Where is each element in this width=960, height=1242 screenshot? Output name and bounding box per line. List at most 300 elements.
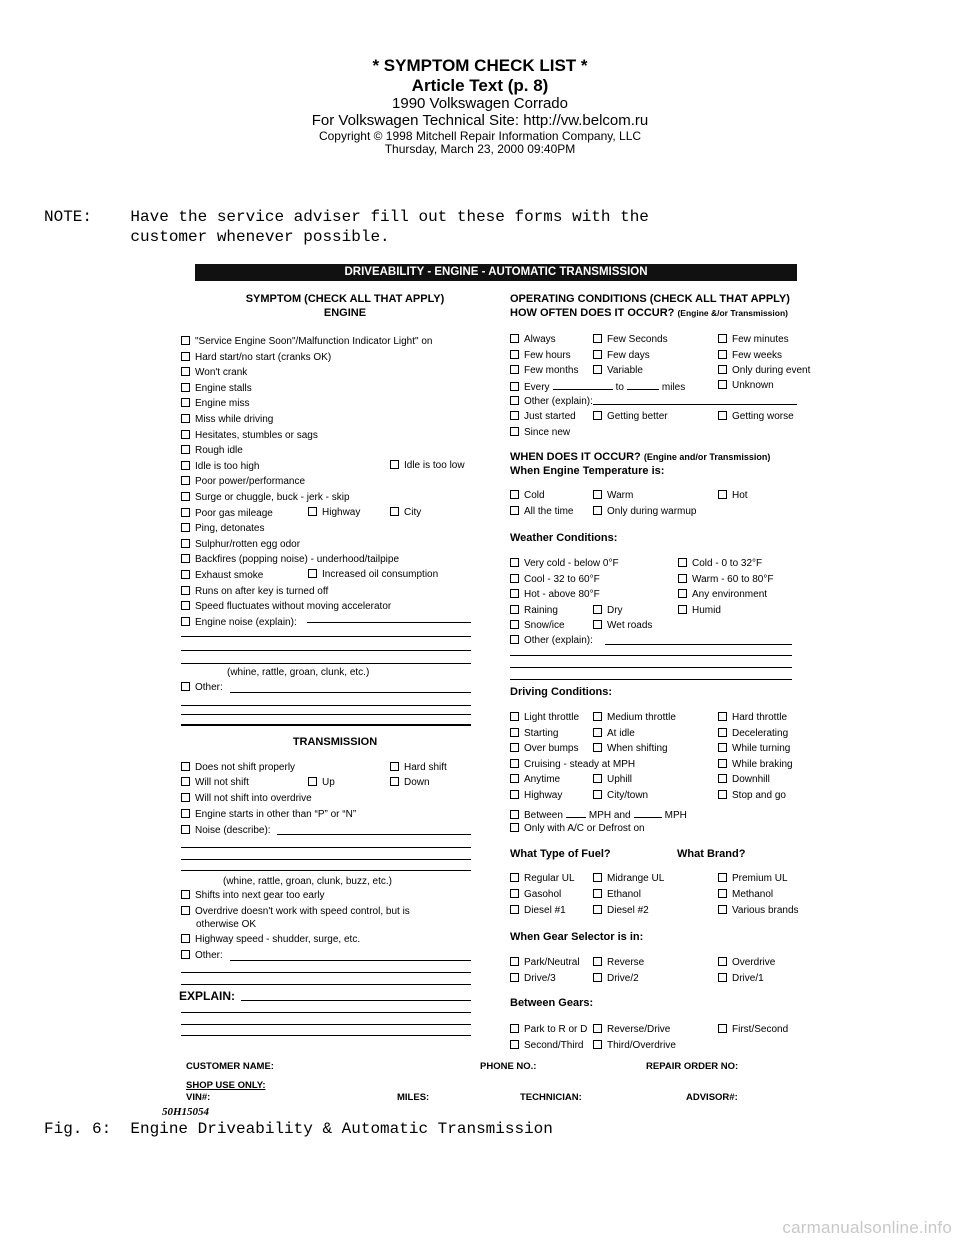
- driving-item[interactable]: [510, 743, 578, 754]
- engine-item[interactable]: [181, 445, 243, 456]
- item-label: Hard throttle: [732, 712, 788, 723]
- getting-better-item[interactable]: [593, 411, 668, 422]
- miles-label: miles: [661, 382, 686, 393]
- checkbox[interactable]: [593, 743, 602, 752]
- checkbox[interactable]: [718, 365, 727, 374]
- gear-item[interactable]: [510, 957, 580, 968]
- every-item[interactable]: [510, 380, 685, 393]
- checkbox[interactable]: [181, 890, 190, 899]
- answer-line: [181, 714, 471, 715]
- checkbox[interactable]: [181, 825, 190, 834]
- checkbox[interactable]: [510, 334, 519, 343]
- temperature-item[interactable]: [510, 490, 545, 501]
- checkbox[interactable]: [510, 411, 519, 420]
- checkbox[interactable]: [181, 777, 190, 786]
- between-gears-item[interactable]: [593, 1040, 676, 1051]
- checkbox[interactable]: [181, 336, 190, 345]
- page-header: [0, 56, 960, 157]
- item-label: Sulphur/rotten egg odor: [195, 538, 301, 550]
- checkbox[interactable]: [510, 558, 519, 567]
- fuel-item[interactable]: [593, 873, 664, 884]
- engine-item[interactable]: [181, 430, 318, 441]
- checkbox[interactable]: [181, 539, 190, 548]
- checkbox[interactable]: [593, 1040, 602, 1049]
- checkbox[interactable]: [510, 635, 519, 644]
- checkbox[interactable]: [181, 398, 190, 407]
- checkbox[interactable]: [593, 889, 602, 898]
- checkbox[interactable]: [510, 620, 519, 629]
- checkbox[interactable]: [181, 906, 190, 915]
- trans-more-item-0[interactable]: [181, 890, 325, 901]
- answer-line: [230, 960, 471, 961]
- driving-item[interactable]: [593, 790, 648, 801]
- fuel-item[interactable]: [718, 873, 788, 884]
- hard-shift-item[interactable]: [390, 762, 447, 773]
- item-label: Miss while driving: [195, 414, 274, 425]
- engine-item[interactable]: [181, 476, 305, 487]
- item-label: Getting worse: [732, 411, 794, 422]
- driving-item[interactable]: [718, 759, 793, 770]
- answer-line: [277, 834, 471, 835]
- idle-too-low-item[interactable]: [390, 460, 465, 471]
- transmission-item[interactable]: [181, 793, 312, 804]
- checkbox[interactable]: [181, 492, 190, 501]
- checkbox[interactable]: [308, 507, 317, 516]
- checkbox[interactable]: [181, 950, 190, 959]
- checkbox[interactable]: [593, 973, 602, 982]
- item-label: Second/Third: [524, 1040, 584, 1051]
- engine-item[interactable]: [181, 367, 247, 378]
- checkbox[interactable]: [181, 461, 190, 470]
- checkbox[interactable]: [510, 490, 519, 499]
- checkbox[interactable]: [510, 889, 519, 898]
- between-speed-item[interactable]: [510, 808, 687, 821]
- checkbox[interactable]: [718, 728, 727, 737]
- item-label: Engine noise (explain):: [195, 616, 297, 628]
- checkbox[interactable]: [510, 873, 519, 882]
- engine-item[interactable]: [181, 601, 391, 612]
- checkbox[interactable]: [510, 365, 519, 374]
- item-label: City/town: [607, 789, 649, 801]
- checkbox[interactable]: [510, 605, 519, 614]
- checkbox[interactable]: [181, 586, 190, 595]
- answer-line: [510, 667, 792, 668]
- frequency-item[interactable]: [718, 365, 810, 376]
- fuel-item[interactable]: [593, 889, 641, 900]
- checkbox[interactable]: [181, 793, 190, 802]
- checkbox[interactable]: [181, 445, 190, 454]
- driving-item[interactable]: [510, 728, 558, 739]
- answer-line: [181, 847, 471, 848]
- frequency-item[interactable]: [510, 334, 556, 345]
- driving-item[interactable]: [510, 759, 635, 770]
- checkbox[interactable]: [181, 809, 190, 818]
- checkbox[interactable]: [718, 334, 727, 343]
- item-label: Only during event: [732, 365, 811, 376]
- item-label: Does not shift properly: [195, 762, 296, 773]
- item-label: Every: [524, 382, 550, 393]
- transmission-heading: TRANSMISSION: [292, 736, 378, 748]
- checkbox[interactable]: [510, 905, 519, 914]
- driving-item[interactable]: [593, 728, 635, 739]
- checkbox[interactable]: [718, 759, 727, 768]
- item-label: Won't crank: [195, 367, 248, 379]
- item-label: Diesel #2: [607, 905, 649, 916]
- weather-item[interactable]: [678, 589, 767, 600]
- checkbox[interactable]: [593, 365, 602, 374]
- when-heading: [510, 451, 800, 479]
- unknown-item[interactable]: [718, 380, 774, 391]
- transmission-item[interactable]: [181, 777, 249, 788]
- weather-item[interactable]: [510, 605, 558, 616]
- checkbox[interactable]: [181, 430, 190, 439]
- trans-more-item-2[interactable]: [181, 934, 360, 945]
- item-label: Down: [404, 777, 430, 788]
- answer-line: [181, 650, 471, 651]
- checkbox[interactable]: [678, 605, 687, 614]
- engine-item[interactable]: [181, 352, 331, 363]
- item-label: Uphill: [607, 774, 633, 785]
- item-label: Few weeks: [732, 349, 783, 361]
- checkbox[interactable]: [593, 334, 602, 343]
- checkbox[interactable]: [390, 507, 399, 516]
- weather-item[interactable]: [678, 558, 762, 569]
- checkbox[interactable]: [718, 774, 727, 783]
- ac-only-item[interactable]: [510, 823, 645, 834]
- weather-other-item[interactable]: [510, 635, 593, 646]
- item-label: Stop and go: [732, 789, 786, 801]
- temperature-item[interactable]: [593, 506, 696, 517]
- item-label: Cruising - steady at MPH: [524, 758, 636, 770]
- checkbox[interactable]: [181, 570, 190, 579]
- item-label: Shifts into next gear too early: [195, 890, 325, 901]
- checkbox[interactable]: [181, 762, 190, 771]
- weather-item[interactable]: [510, 620, 565, 631]
- driving-item[interactable]: [510, 774, 560, 785]
- item-label: Ethanol: [607, 889, 641, 900]
- symptom-form: [162, 264, 811, 1118]
- item-label: Few days: [607, 349, 650, 361]
- checkbox[interactable]: [593, 728, 602, 737]
- checkbox[interactable]: [510, 957, 519, 966]
- answer-line: [510, 655, 792, 656]
- checkbox[interactable]: [181, 476, 190, 485]
- answer-line: [181, 870, 471, 871]
- fuel-item[interactable]: [510, 905, 566, 916]
- item-label: Premium UL: [732, 873, 788, 884]
- checkbox[interactable]: [593, 490, 602, 499]
- item-label: Reverse/Drive: [607, 1024, 671, 1035]
- answer-line: [307, 622, 471, 623]
- engine-item[interactable]: [181, 617, 297, 628]
- checkbox[interactable]: [593, 905, 602, 914]
- trans-noise-hint: (whine, rattle, groan, clunk, buzz, etc.): [223, 876, 392, 887]
- checkbox[interactable]: [510, 589, 519, 598]
- checkbox[interactable]: [510, 396, 519, 405]
- fuel-item[interactable]: [593, 905, 649, 916]
- checkbox[interactable]: [510, 1040, 519, 1049]
- gear-item[interactable]: [718, 957, 775, 968]
- item-label: Up: [322, 777, 335, 788]
- transmission-item[interactable]: [181, 825, 271, 836]
- checkbox[interactable]: [308, 777, 317, 786]
- checkbox[interactable]: [718, 973, 727, 982]
- item-label: Cool - 32 to 60°F: [524, 573, 600, 585]
- checkbox[interactable]: [181, 414, 190, 423]
- checkbox[interactable]: [308, 569, 317, 578]
- answer-line: [510, 679, 792, 680]
- between-gears-item[interactable]: [510, 1040, 583, 1051]
- checkbox[interactable]: [181, 523, 190, 532]
- fuel-item[interactable]: [718, 905, 799, 916]
- getting-worse-item[interactable]: [718, 411, 794, 422]
- item-label: Decelerating: [732, 727, 789, 739]
- down-item[interactable]: [390, 777, 430, 788]
- temperature-item[interactable]: [593, 490, 633, 501]
- form-banner: DRIVEABILITY - ENGINE - AUTOMATIC TRANSMISSION: [195, 264, 797, 281]
- checkbox[interactable]: [593, 873, 602, 882]
- checkbox[interactable]: [181, 352, 190, 361]
- checkbox[interactable]: [510, 743, 519, 752]
- city-item[interactable]: [390, 507, 421, 518]
- item-label: Surge or chuggle, buck - jerk - skip: [195, 492, 350, 503]
- driving-item[interactable]: [718, 728, 788, 739]
- checkbox[interactable]: [181, 617, 190, 626]
- gear-item[interactable]: [510, 973, 556, 984]
- fuel-item[interactable]: [510, 873, 575, 884]
- checkbox[interactable]: [390, 777, 399, 786]
- checkbox[interactable]: [181, 554, 190, 563]
- checkbox[interactable]: [510, 759, 519, 768]
- checkbox[interactable]: [718, 411, 727, 420]
- checkbox[interactable]: [510, 712, 519, 721]
- checkbox[interactable]: [678, 574, 687, 583]
- copyright-line: Copyright © 1998 Mitchell Repair Information Company, LLC: [318, 128, 642, 143]
- checkbox[interactable]: [593, 774, 602, 783]
- frequency-item[interactable]: [718, 350, 782, 361]
- engine-item[interactable]: [181, 586, 328, 597]
- engine-item[interactable]: [181, 508, 273, 519]
- engine-item[interactable]: [181, 570, 263, 581]
- temperature-item[interactable]: [718, 490, 748, 501]
- mph-and-label: MPH and: [588, 810, 631, 821]
- checkbox[interactable]: [510, 823, 519, 832]
- checkbox[interactable]: [593, 790, 602, 799]
- checkbox[interactable]: [181, 508, 190, 517]
- item-label: Methanol: [732, 889, 774, 900]
- item-label: Idle is too low: [404, 460, 465, 471]
- checkbox[interactable]: [510, 1024, 519, 1033]
- item-label: Will not shift: [195, 777, 249, 788]
- weather-item[interactable]: [678, 605, 721, 616]
- weather-item[interactable]: [593, 605, 623, 616]
- transmission-item[interactable]: [181, 762, 295, 773]
- item-label: Speed fluctuates without moving accelerator: [195, 601, 392, 613]
- driving-item[interactable]: [593, 743, 668, 754]
- engine-item[interactable]: [181, 398, 249, 409]
- engine-heading: ENGINE: [323, 306, 367, 319]
- fuel-item[interactable]: [510, 889, 561, 900]
- item-label: Snow/ice: [524, 620, 565, 631]
- answer-line: [181, 1024, 471, 1025]
- checkbox[interactable]: [678, 589, 687, 598]
- weather-item[interactable]: [510, 589, 600, 600]
- driving-item[interactable]: [510, 790, 562, 801]
- frequency-item[interactable]: [718, 334, 789, 345]
- item-label: Drive/1: [732, 973, 764, 984]
- gear-item[interactable]: [718, 973, 764, 984]
- item-label: Cold: [524, 490, 545, 501]
- checkbox[interactable]: [510, 728, 519, 737]
- fuel-item[interactable]: [718, 889, 773, 900]
- checkbox[interactable]: [718, 957, 727, 966]
- item-label: Raining: [524, 604, 558, 616]
- driving-item[interactable]: [718, 790, 786, 801]
- frequency-item[interactable]: [510, 365, 578, 376]
- checkbox[interactable]: [510, 774, 519, 783]
- frequency-item[interactable]: [593, 365, 643, 376]
- temperature-item[interactable]: [510, 506, 573, 517]
- driving-item[interactable]: [510, 712, 579, 723]
- engine-item[interactable]: [181, 492, 350, 503]
- operating-heading-line1: OPERATING CONDITIONS (CHECK ALL THAT APPLY): [510, 293, 790, 305]
- weather-item[interactable]: [510, 574, 600, 585]
- checkbox[interactable]: [510, 790, 519, 799]
- engine-item[interactable]: [181, 539, 300, 550]
- checkbox[interactable]: [593, 506, 602, 515]
- driving-item[interactable]: [718, 774, 770, 785]
- item-label: Other (explain):: [524, 396, 593, 407]
- weather-item[interactable]: [593, 620, 652, 631]
- checkbox[interactable]: [510, 350, 519, 359]
- just-started-item[interactable]: [510, 411, 576, 422]
- other-item[interactable]: [181, 682, 223, 693]
- engine-item[interactable]: [181, 414, 273, 425]
- checkbox[interactable]: [390, 762, 399, 771]
- repair-order-label: REPAIR ORDER NO:: [646, 1061, 739, 1072]
- item-label: Park/Neutral: [524, 957, 580, 968]
- checkbox[interactable]: [718, 380, 727, 389]
- checkbox[interactable]: [593, 411, 602, 420]
- driving-item[interactable]: [718, 743, 790, 754]
- item-label: Anytime: [524, 774, 561, 785]
- driving-item[interactable]: [593, 774, 632, 785]
- between-gears-heading: Between Gears:: [510, 997, 594, 1009]
- gear-item[interactable]: [593, 957, 644, 968]
- between-gears-item[interactable]: [718, 1024, 788, 1035]
- checkbox[interactable]: [718, 889, 727, 898]
- item-label: Backfires (popping noise) - underhood/tailpipe: [195, 554, 400, 566]
- up-item[interactable]: [308, 777, 335, 788]
- checkbox[interactable]: [181, 367, 190, 376]
- checkbox[interactable]: [718, 350, 727, 359]
- item-label: Reverse: [607, 957, 645, 968]
- checkbox[interactable]: [510, 574, 519, 583]
- trans-more-item-1[interactable]: [181, 906, 410, 917]
- weather-item[interactable]: [510, 558, 619, 569]
- checkbox[interactable]: [181, 383, 190, 392]
- note-line-1: NOTE: Have the service adviser fill out these forms with the: [44, 208, 649, 226]
- item-label: Overdrive: [732, 957, 776, 968]
- highway-item[interactable]: [308, 507, 360, 518]
- checkbox[interactable]: [593, 957, 602, 966]
- checkbox[interactable]: [593, 350, 602, 359]
- gear-item[interactable]: [593, 973, 639, 984]
- item-label: Dry: [607, 604, 623, 616]
- frequency-item[interactable]: [593, 350, 650, 361]
- checkbox[interactable]: [510, 427, 519, 436]
- item-label: Cold - 0 to 32°F: [692, 558, 763, 569]
- engine-item[interactable]: [181, 336, 432, 347]
- between-gears-item[interactable]: [593, 1024, 670, 1035]
- weather-item[interactable]: [678, 574, 773, 585]
- section-divider: [181, 724, 471, 726]
- driving-item[interactable]: [593, 712, 676, 723]
- frequency-item[interactable]: [510, 350, 571, 361]
- between-gears-item[interactable]: [510, 1024, 587, 1035]
- since-new-item[interactable]: [510, 427, 570, 438]
- answer-line: [230, 692, 471, 693]
- checkbox[interactable]: [181, 934, 190, 943]
- engine-item[interactable]: [181, 523, 265, 534]
- frequency-item[interactable]: [593, 334, 668, 345]
- checkbox[interactable]: [390, 460, 399, 469]
- checkbox[interactable]: [678, 558, 687, 567]
- checkbox[interactable]: [510, 810, 519, 819]
- checkbox[interactable]: [718, 790, 727, 799]
- checkbox[interactable]: [593, 712, 602, 721]
- technician-label: TECHNICIAN:: [520, 1092, 582, 1103]
- checkbox[interactable]: [510, 382, 519, 391]
- checkbox[interactable]: [718, 490, 727, 499]
- engine-item[interactable]: [181, 383, 252, 394]
- vehicle-name: 1990 Volkswagen Corrado: [392, 95, 568, 113]
- how-often-note: (Engine &/or Transmission): [677, 307, 788, 318]
- item-label: Noise (describe):: [195, 825, 271, 836]
- checkbox[interactable]: [510, 506, 519, 515]
- item-label: All the time: [524, 505, 574, 517]
- item-label: Idle is too high: [195, 460, 260, 472]
- checkbox[interactable]: [593, 605, 602, 614]
- checkbox[interactable]: [181, 601, 190, 610]
- increased-oil-item[interactable]: [308, 569, 438, 580]
- item-label: Park to R or D: [524, 1024, 588, 1035]
- shop-use-label: SHOP USE ONLY:: [186, 1080, 266, 1091]
- checkbox[interactable]: [593, 620, 602, 629]
- item-label: First/Second: [732, 1024, 789, 1035]
- article-text: Article Text (p. 8): [411, 75, 549, 95]
- driving-item[interactable]: [718, 712, 787, 723]
- checkbox[interactable]: [718, 712, 727, 721]
- operating-heading: [510, 293, 800, 321]
- checkbox[interactable]: [718, 743, 727, 752]
- page-title: * SYMPTOM CHECK LIST *: [372, 56, 588, 75]
- other-explain-item[interactable]: [510, 396, 593, 407]
- checkbox[interactable]: [718, 1024, 727, 1033]
- transmission-item[interactable]: [181, 809, 356, 820]
- checkbox[interactable]: [510, 973, 519, 982]
- checkbox[interactable]: [593, 1024, 602, 1033]
- engine-item[interactable]: [181, 554, 399, 565]
- item-label: "Service Engine Soon"/Malfunction Indicator Light" on: [195, 336, 433, 347]
- engine-item[interactable]: [181, 461, 260, 472]
- checkbox[interactable]: [718, 873, 727, 882]
- checkbox[interactable]: [181, 682, 190, 691]
- item-label: Getting better: [607, 411, 668, 422]
- item-label: Third/Overdrive: [607, 1040, 676, 1051]
- trans-more-item-3[interactable]: [181, 950, 223, 961]
- checkbox[interactable]: [718, 905, 727, 914]
